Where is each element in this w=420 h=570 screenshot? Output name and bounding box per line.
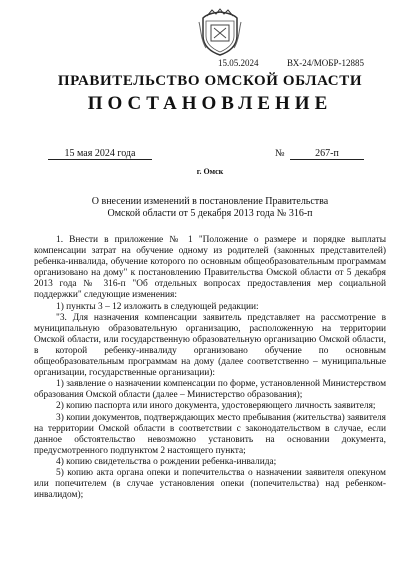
body-paragraph: 3) копии документов, подтверждающих место пребывания (жительства) заявителя на территории Омской области в соответствии с законодательством в случае, если данное обстоятельство невозможно установить на основании документа, предусмотренного подпунктом 2 настоящего пункта;: [34, 412, 386, 456]
subject-line: О внесении изменений в постановление Правительства: [91, 196, 329, 207]
document-type-title: ПОСТАНОВЛЕНИЕ: [87, 93, 333, 114]
body-paragraph: 4) копию свидетельства о рождении ребенка-инвалида;: [56, 456, 277, 467]
registration-number-stamp: ВХ-24/МОБР-12885: [287, 58, 364, 68]
body-paragraph: 2) копию паспорта или иного документа, удостоверяющего личность заявителя;: [56, 401, 376, 412]
body-paragraph: 5) копию акта органа опеки и попечительства о назначении заявителя опекуном или попечителем (в случае установления опеки (попечительства) над ребенком-инвалидом);: [34, 467, 386, 501]
body-paragraph: 1) заявление о назначении компенсации по форме, установленной Министерством образования Омской области (далее – Министерство образования);: [34, 379, 386, 401]
body-paragraph: "3. Для назначения компенсации заявитель представляет на рассмотрение в муниципальную образовательную организацию, расположенную на территории Омской области, или государственную образовательную организацию Омской области, в которой ребенку-инвалиду организовано обучение по основным общеобразовательным программам на дому (далее соответственно – муниципальные организации, государственные организации):: [34, 312, 386, 379]
city-label: г. Омск: [196, 167, 224, 176]
coat-of-arms-icon: [197, 8, 243, 56]
number-sign: №: [275, 148, 285, 159]
government-title: ПРАВИТЕЛЬСТВО ОМСКОЙ ОБЛАСТИ: [57, 73, 363, 89]
body-paragraph: 1) пункты 3 – 12 изложить в следующей редакции:: [56, 301, 259, 312]
document-date: 15 мая 2024 года: [48, 148, 152, 160]
subject-line: Омской области от 5 декабря 2013 года № 316-п: [107, 208, 313, 219]
body-paragraph: 1. Внести в приложение № 1 "Положение о размере и порядке выплаты компенсации затрат на обучение одному из родителей (законных представителей) ребенка-инвалида, обучение которого по основным общеобразовательным программам организовано на дому" к постановлению Правительства Омской области от 5 декабря 2013 года № 316-п "Об отдельных вопросах предоставления мер социальной поддержки" следующие изменения:: [34, 235, 386, 301]
registration-date-stamp: 15.05.2024: [218, 58, 259, 68]
document-subject: [60, 196, 360, 220]
document-body: [34, 235, 386, 501]
document-number: 267-п: [290, 148, 364, 160]
